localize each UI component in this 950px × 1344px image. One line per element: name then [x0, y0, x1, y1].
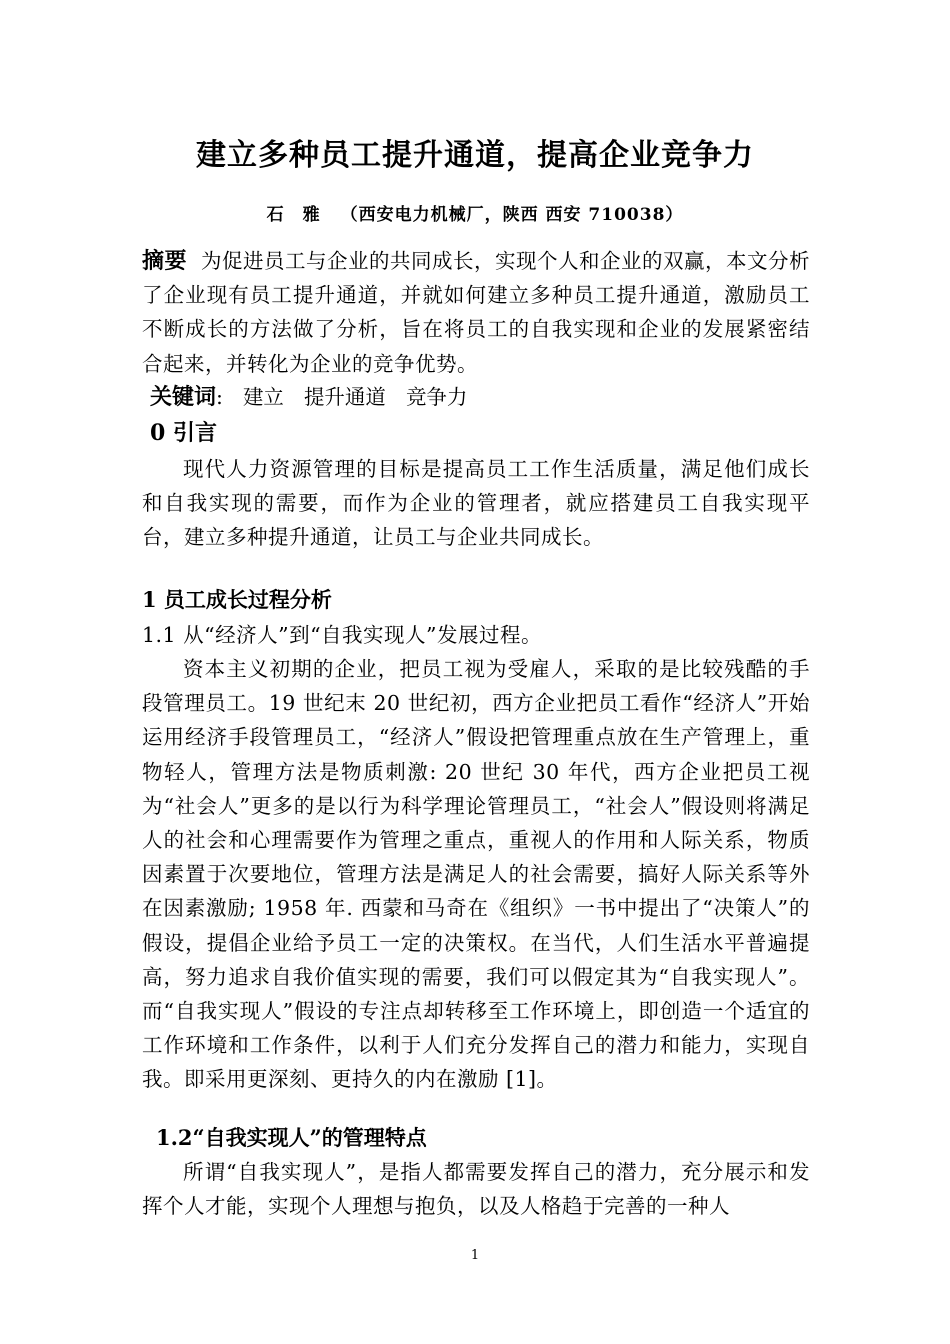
keywords: [150, 380, 467, 414]
author-name: 石 雅: [266, 205, 321, 225]
keywords-label: 关键词: [150, 384, 217, 410]
subsection-heading-1-2: 1.2“自我实现人”的管理特点: [156, 1125, 427, 1150]
abstract: [142, 244, 810, 381]
keyword-item: 提升通道: [303, 385, 386, 409]
keyword-item: 建立: [242, 385, 284, 409]
abstract-label: 摘要: [142, 248, 188, 274]
author-line: [0, 200, 950, 225]
subsection-heading-1-1: 1.1 从“经济人”到“自我实现人”发展过程。: [142, 623, 543, 647]
author-affiliation: （西安电力机械厂，陕西 西安 710038）: [340, 205, 684, 225]
section-1-2-paragraph: 所谓“自我实现人”，是指人都需要发挥自己的潜力，充分展示和发挥个人才能，实现个人理想与抱负，以及人格趋于完善的一种人: [142, 1160, 810, 1219]
abstract-text: 为促进员工与企业的共同成长，实现个人和企业的双赢，本文分析了企业现有员工提升通道，并就如何建立多种员工提升通道，激励员工不断成长的方法做了分析，旨在将员工的自我实现和企业的发展紧密结合起来，并转化为企业的竞争优势。: [142, 249, 811, 376]
section-heading-intro: 0 引言: [150, 420, 217, 446]
section-heading-1: 1 员工成长过程分析: [142, 587, 332, 612]
page-number: 1: [470, 1248, 480, 1263]
intro-paragraph: 现代人力资源管理的目标是提高员工工作生活质量，满足他们成长和自我实现的需要，而作为企业的管理者，就应搭建员工自我实现平台，建立多种提升通道，让员工与企业共同成长。: [142, 457, 810, 550]
keywords-separator: :: [216, 385, 223, 409]
keyword-item: 竞争力: [405, 385, 468, 409]
section-1-1-paragraph: 资本主义初期的企业，把员工视为受雇人，采取的是比较残酷的手段管理员工。19 世纪末 20 世纪初，西方企业把员工看作“经济人”开始运用经济手段管理员工，“经济人”假设把管理重点放在生产管理上，重物轻人，管理方法是物质刺激: 20 世纪 30 年代，西方企业把员工视为“社会人”更多的是以行为科学理论管理员工，“社会人”假设则将满足人的社会和心理需要作为管理之重点，重视人的作用和人际关系，物质因素置于次要地位，管理方法是满足人的社会需要，搞好人际关系等外在因素激励; 1958 年. 西蒙和马奇在《组织》一书中提出了“决策人”的假设，提倡企业给予员工一定的决策权。在当代，人们生活水平普遍提高，努力追求自我价值实现的需要，我们可以假定其为“自我实现人”。 而“自我实现人”假设的专注点却转移至工作环境上，即创造一个适宜的工作环境和工作条件，以利于人们充分发挥自己的潜力和能力，实现自我。即采用更深刻、更持久的内在激励 [1]。: [142, 657, 810, 1092]
paper-title: 建立多种员工提升通道，提高企业竞争力: [196, 138, 754, 173]
